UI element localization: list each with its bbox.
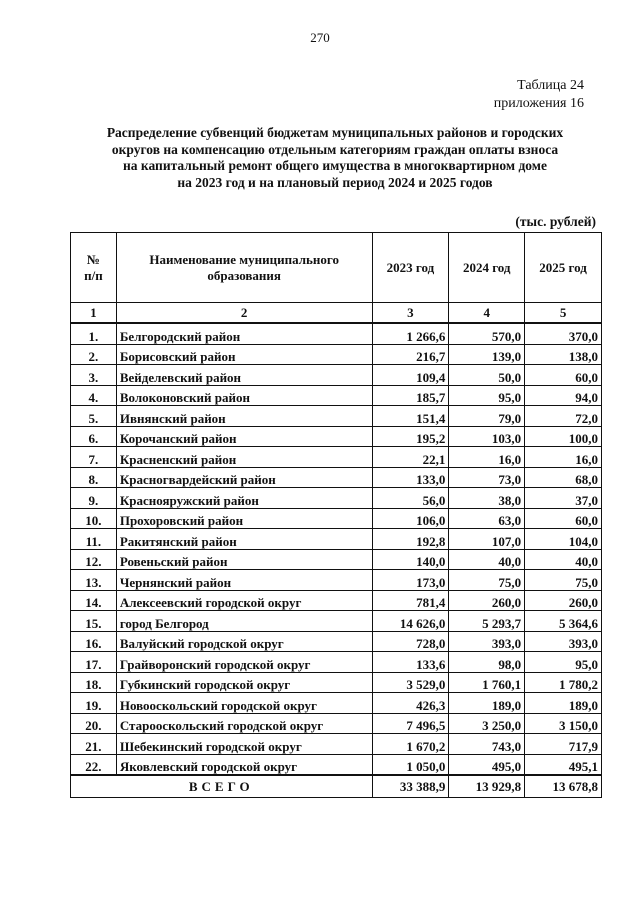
row-number: 20. [71,713,117,734]
municipality-name: Красногвардейский район [116,467,372,488]
header-2025: 2025 год [525,233,602,303]
row-number: 3. [71,365,117,386]
row-number: 2. [71,344,117,365]
value-2025: 60,0 [525,508,602,529]
value-2025: 5 364,6 [525,611,602,632]
value-2025: 393,0 [525,631,602,652]
municipality-name: Корочанский район [116,426,372,447]
table-row [71,508,602,529]
document-title [62,125,608,191]
column-number: 3 [372,303,449,324]
municipality-name: Красненский район [116,447,372,468]
table-row [71,385,602,406]
total-label: ВСЕГО [71,775,373,798]
table-row [71,406,602,427]
value-2023: 56,0 [372,488,449,509]
row-number: 21. [71,734,117,755]
row-number: 17. [71,652,117,673]
value-2024: 495,0 [449,754,525,775]
municipality-name: Волоконовский район [116,385,372,406]
column-number: 1 [71,303,117,324]
value-2023: 1 266,6 [372,323,449,344]
municipality-name: Валуйский городской округ [116,631,372,652]
value-2023: 192,8 [372,529,449,550]
table-row [71,631,602,652]
row-number: 15. [71,611,117,632]
value-2024: 107,0 [449,529,525,550]
value-2025: 16,0 [525,447,602,468]
value-2024: 5 293,7 [449,611,525,632]
municipality-name: Ивнянский район [116,406,372,427]
units-label: (тыс. рублей) [515,214,596,229]
header-name: Наименование муниципального образования [116,233,372,303]
value-2024: 743,0 [449,734,525,755]
municipality-name: Алексеевский городской округ [116,590,372,611]
total-2023: 33 388,9 [372,775,449,798]
header-number-abbrev: п/п [84,267,103,283]
table-row [71,344,602,365]
value-2024: 260,0 [449,590,525,611]
row-number: 6. [71,426,117,447]
value-2023: 109,4 [372,365,449,386]
table-row [71,447,602,468]
value-2025: 40,0 [525,549,602,570]
municipality-name: Прохоровский район [116,508,372,529]
value-2024: 1 760,1 [449,672,525,693]
table-row [71,652,602,673]
value-2023: 133,0 [372,467,449,488]
row-number: 8. [71,467,117,488]
value-2023: 14 626,0 [372,611,449,632]
value-2025: 370,0 [525,323,602,344]
value-2025: 95,0 [525,652,602,673]
municipality-name: Губкинский городской округ [116,672,372,693]
municipality-name: Грайворонский городской округ [116,652,372,673]
value-2023: 7 496,5 [372,713,449,734]
value-2023: 1 670,2 [372,734,449,755]
value-2023: 106,0 [372,508,449,529]
value-2023: 133,6 [372,652,449,673]
title-line: на капитальный ремонт общего имущества в многоквартирном доме [123,158,547,173]
table-row [71,672,602,693]
table-row [71,590,602,611]
table-row [71,611,602,632]
value-2025: 37,0 [525,488,602,509]
header-number-sign: № [86,251,100,267]
row-number: 9. [71,488,117,509]
value-2024: 95,0 [449,385,525,406]
value-2025: 260,0 [525,590,602,611]
value-2023: 173,0 [372,570,449,591]
municipality-name: Чернянский район [116,570,372,591]
value-2024: 38,0 [449,488,525,509]
value-2023: 781,4 [372,590,449,611]
value-2023: 1 050,0 [372,754,449,775]
municipality-name: Ровеньский район [116,549,372,570]
value-2023: 728,0 [372,631,449,652]
row-number: 22. [71,754,117,775]
row-number: 4. [71,385,117,406]
municipality-name: Яковлевский городской округ [116,754,372,775]
table-row [71,734,602,755]
value-2024: 50,0 [449,365,525,386]
table-reference [494,77,584,113]
column-number: 2 [116,303,372,324]
header-2024: 2024 год [449,233,525,303]
municipality-name: Ракитянский район [116,529,372,550]
row-number: 5. [71,406,117,427]
header-number [71,233,117,303]
row-number: 18. [71,672,117,693]
value-2025: 3 150,0 [525,713,602,734]
municipality-name: Белгородский район [116,323,372,344]
value-2024: 393,0 [449,631,525,652]
value-2025: 138,0 [525,344,602,365]
value-2025: 60,0 [525,365,602,386]
table-row [71,323,602,344]
value-2025: 68,0 [525,467,602,488]
table-row [71,570,602,591]
table-header-row [71,233,602,303]
municipality-name: Шебекинский городской округ [116,734,372,755]
table-row [71,754,602,775]
municipality-name: Старооскольский городской округ [116,713,372,734]
row-number: 11. [71,529,117,550]
value-2023: 151,4 [372,406,449,427]
row-number: 13. [71,570,117,591]
appendix-reference-line: приложения 16 [493,96,584,111]
title-line: Распределение субвенций бюджетам муниципальных районов и городских [106,125,564,140]
value-2023: 426,3 [372,693,449,714]
value-2024: 189,0 [449,693,525,714]
table-row [71,529,602,550]
value-2023: 140,0 [372,549,449,570]
value-2023: 22,1 [372,447,449,468]
value-2025: 495,1 [525,754,602,775]
row-number: 10. [71,508,117,529]
row-number: 7. [71,447,117,468]
table-row [71,467,602,488]
municipality-name: Краснояружский район [116,488,372,509]
value-2025: 100,0 [525,426,602,447]
column-numbers-row [71,303,602,324]
table-row [71,549,602,570]
row-number: 12. [71,549,117,570]
row-number: 19. [71,693,117,714]
value-2025: 72,0 [525,406,602,427]
value-2024: 40,0 [449,549,525,570]
value-2024: 98,0 [449,652,525,673]
row-number: 1. [71,323,117,344]
title-line: на 2023 год и на плановый период 2024 и 2025 годов [177,174,493,190]
header-2023: 2023 год [372,233,449,303]
title-line: округов на компенсацию отдельным категориям граждан оплаты взноса [111,141,559,157]
subsidy-table [70,232,602,798]
value-2024: 63,0 [449,508,525,529]
value-2024: 73,0 [449,467,525,488]
page-number: 270 [310,30,330,45]
column-number: 4 [449,303,525,324]
table-row [71,488,602,509]
value-2025: 94,0 [525,385,602,406]
value-2023: 216,7 [372,344,449,365]
value-2025: 75,0 [525,570,602,591]
value-2025: 104,0 [525,529,602,550]
value-2024: 570,0 [449,323,525,344]
value-2025: 189,0 [525,693,602,714]
value-2023: 3 529,0 [372,672,449,693]
row-number: 16. [71,631,117,652]
municipality-name: город Белгород [116,611,372,632]
row-number: 14. [71,590,117,611]
value-2024: 139,0 [449,344,525,365]
table-row [71,365,602,386]
value-2024: 79,0 [449,406,525,427]
table-reference-line: Таблица 24 [517,78,584,93]
total-2024: 13 929,8 [449,775,525,798]
table-row [71,426,602,447]
municipality-name: Вейделевский район [116,365,372,386]
municipality-name: Новооскольский городской округ [116,693,372,714]
table-row [71,693,602,714]
value-2025: 1 780,2 [525,672,602,693]
table-row [71,713,602,734]
municipality-name: Борисовский район [116,344,372,365]
total-row [71,775,602,798]
value-2023: 195,2 [372,426,449,447]
value-2024: 75,0 [449,570,525,591]
value-2023: 185,7 [372,385,449,406]
value-2024: 103,0 [449,426,525,447]
value-2024: 3 250,0 [449,713,525,734]
column-number: 5 [525,303,602,324]
total-2025: 13 678,8 [525,775,602,798]
value-2025: 717,9 [525,734,602,755]
value-2024: 16,0 [449,447,525,468]
